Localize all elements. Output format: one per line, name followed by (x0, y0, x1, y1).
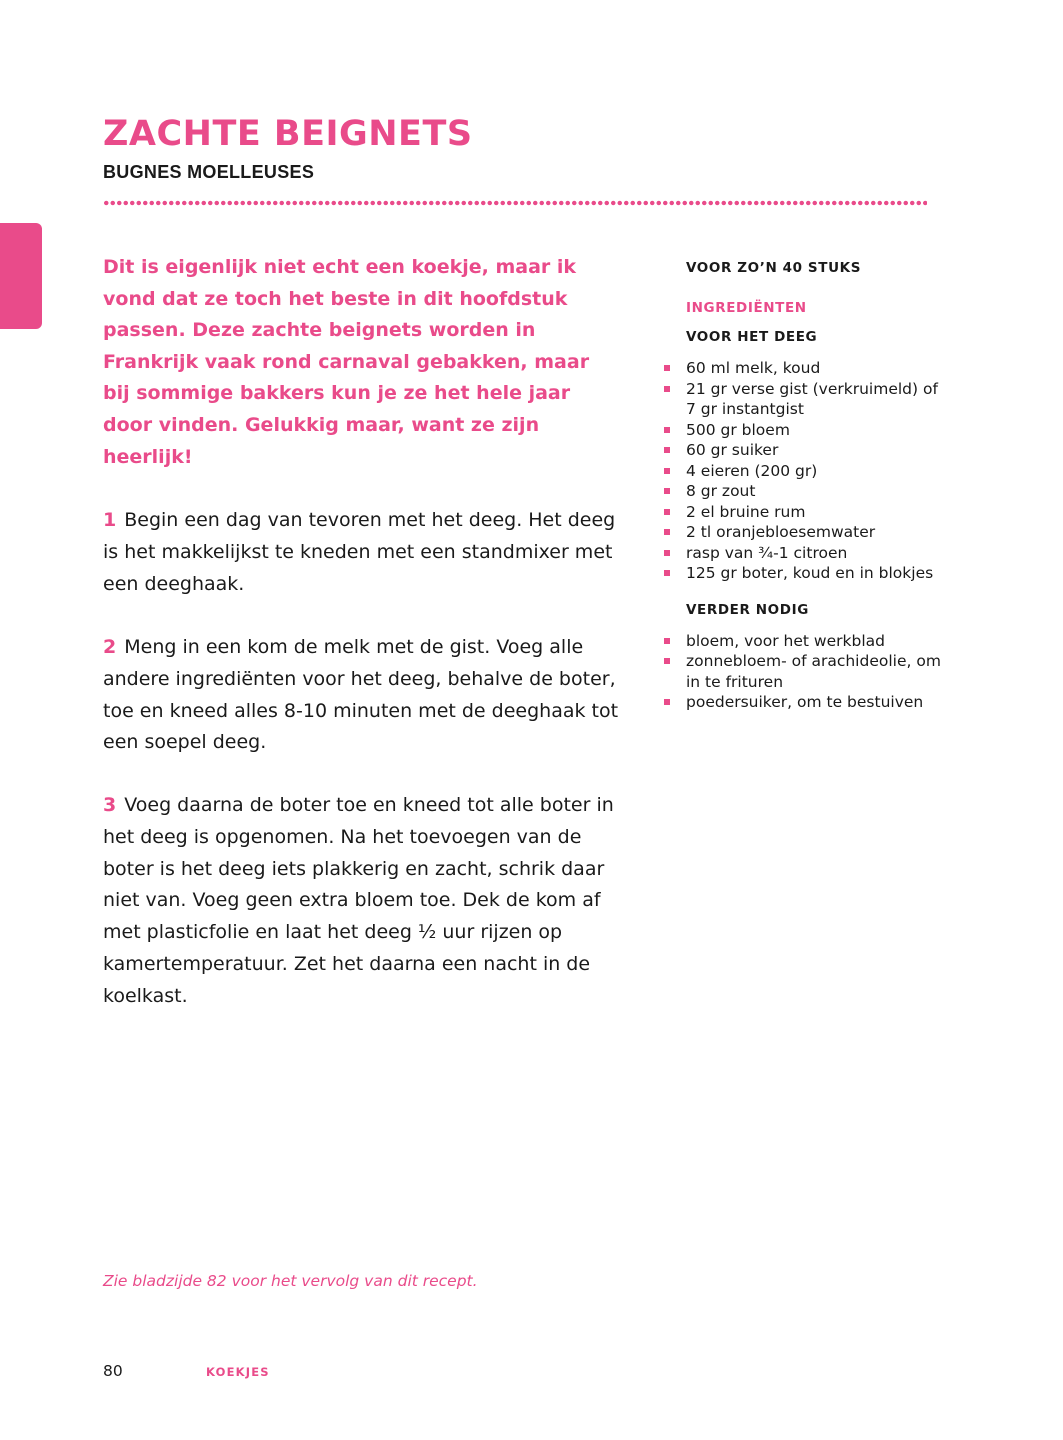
list-item: rasp van ¾-1 citroen (686, 543, 946, 564)
list-item: 500 gr bloem (686, 420, 946, 441)
section-name: KOEKJES (206, 1365, 270, 1379)
page-number: 80 (103, 1362, 123, 1380)
list-item: 2 el bruine rum (686, 502, 946, 523)
list-item: 60 gr suiker (686, 440, 946, 461)
list-item: 8 gr zout (686, 481, 946, 502)
list-item: poedersuiker, om te bestuiven (686, 692, 946, 713)
step-3 (103, 790, 623, 1013)
ingredients-panel (686, 258, 946, 713)
extra-ingredient-list (686, 631, 946, 713)
list-item: 2 tl oranjebloesemwater (686, 522, 946, 543)
dough-heading: VOOR HET DEEG (686, 329, 818, 345)
step-number: 2 (103, 636, 117, 658)
step-1 (103, 505, 623, 600)
step-number: 3 (103, 794, 117, 816)
step-number: 1 (103, 509, 117, 531)
step-text: Meng in een kom de melk met de gist. Voeg alle andere ingrediënten voor het deeg, behalve de boter, toe en kneed alles 8-10 minuten met de deeghaak tot een soepel deeg. (103, 636, 619, 754)
dotted-divider (103, 198, 927, 208)
ingredients-heading: INGREDIËNTEN (686, 300, 807, 316)
recipe-title: ZACHTE BEIGNETS (103, 114, 473, 154)
step-text: Voeg daarna de boter toe en kneed tot alle boter in het deeg is opgenomen. Na het toevoegen van de boter is het deeg iets plakkerig en zacht, schrik daar niet van. Voeg geen extra bloem toe. Dek de kom af met plasticfolie en laat het deeg ½ uur rijzen op kamertemperatuur. Zet het daarna een nacht in de koelkast. (103, 794, 614, 1007)
yield-label: VOOR ZO’N 40 STUKS (686, 260, 862, 276)
intro-paragraph: Dit is eigenlijk niet echt een koekje, maar ik vond dat ze toch het beste in dit hoofdstuk passen. Deze zachte beignets worden in Frankrijk vaak rond carnaval gebakken, maar bij sommige bakkers kun je ze het hele jaar door vinden. Gelukkig maar, want ze zijn heerlijk! (103, 256, 590, 468)
list-item: 4 eieren (200 gr) (686, 461, 946, 482)
step-2 (103, 632, 623, 759)
dough-ingredient-list (686, 358, 946, 584)
extra-heading: VERDER NODIG (686, 601, 809, 618)
continuation-note: Zie bladzijde 82 voor het vervolg van dit recept. (103, 1272, 478, 1290)
recipe-subtitle: BUGNES MOELLEUSES (103, 162, 315, 182)
list-item: 60 ml melk, koud (686, 358, 946, 379)
list-item: zonnebloem- of arachideolie, om in te frituren (686, 651, 946, 692)
step-text: Begin een dag van tevoren met het deeg. Het deeg is het makkelijkst te kneden met een standmixer met een deeghaak. (103, 509, 616, 595)
chapter-tab-marker (0, 223, 42, 329)
list-item: 125 gr boter, koud en in blokjes (686, 563, 946, 584)
list-item: 21 gr verse gist (verkruimeld) of 7 gr instantgist (686, 379, 946, 420)
list-item: bloem, voor het werkblad (686, 631, 946, 652)
